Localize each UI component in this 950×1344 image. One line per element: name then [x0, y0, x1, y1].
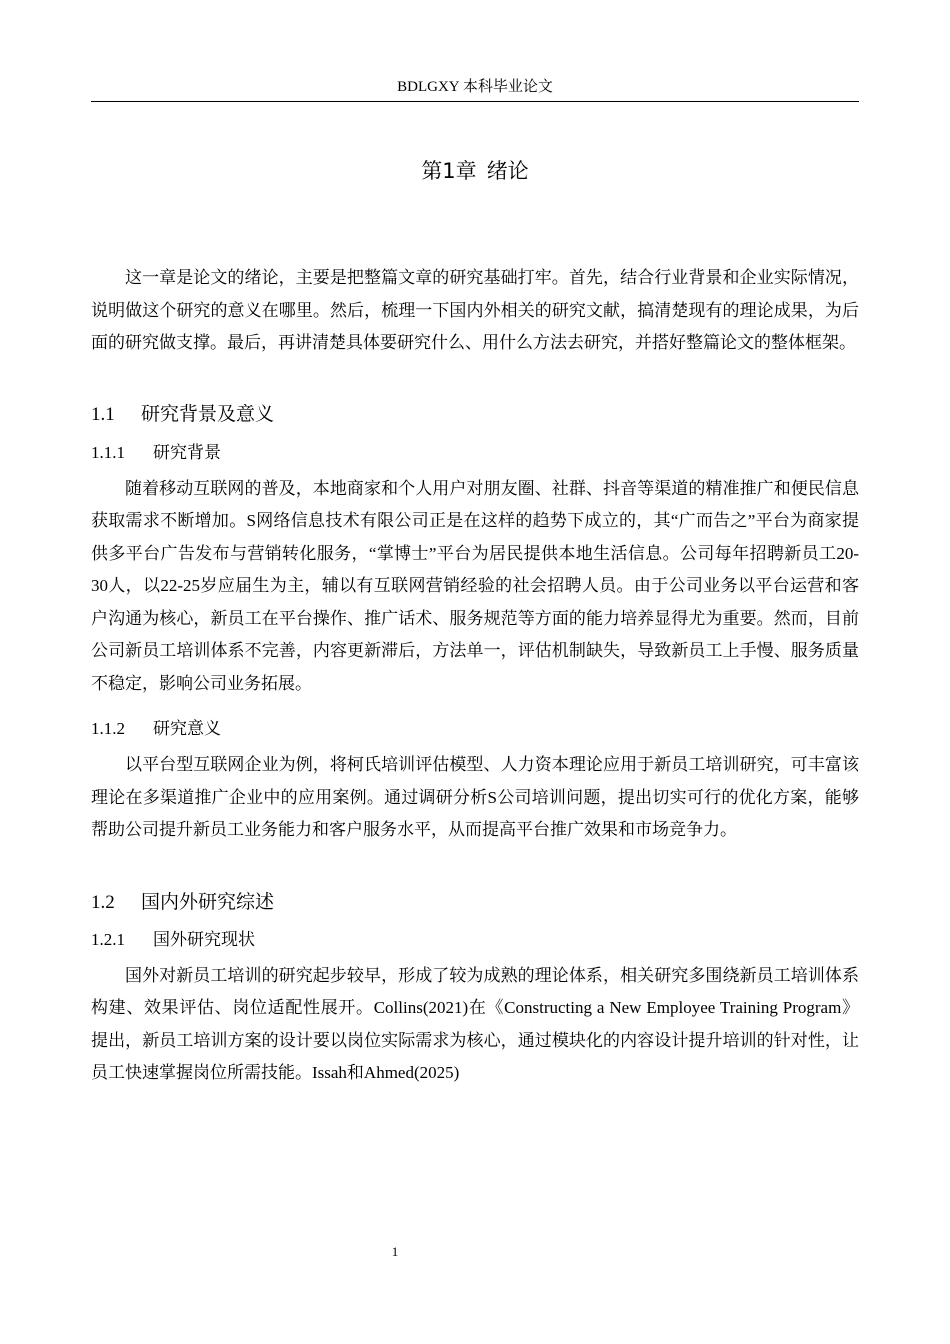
header-rule — [91, 101, 859, 102]
subsection-heading-1-1-1 — [91, 439, 859, 467]
intro-paragraph: 这一章是论文的绪论，主要是把整篇文章的研究基础打牢。首先，结合行业背景和企业实际情况，说明做这个研究的意义在哪里。然后，梳理一下国内外相关的研究文献，搞清楚现有的理论成果，为后面的研究做支撑。最后，再讲清楚具体要研究什么、用什么方法去研究，并搭好整篇论文的整体框架。 — [91, 268, 859, 352]
section-number: 1.1 — [91, 403, 115, 425]
section-heading-1-2 — [91, 887, 859, 918]
chapter-title-text: 绪论 — [486, 159, 529, 183]
subsection-number: 1.1.1 — [91, 442, 125, 462]
subsection-heading-1-1-2 — [91, 715, 859, 743]
section-title: 研究背景及意义 — [141, 402, 275, 425]
paragraph-foreign-research: 国外对新员工培训的研究起步较早，形成了较为成熟的理论体系，相关研究多围绕新员工培训体系构建、效果评估、岗位适配性展开。Collins(2021)在《Constructing a New Employee Training Program》提出，新员工培训方案的设计要以岗位实际需求为核心，通过模块化的内容设计提升培训的针对性，让员工快速掌握岗位所需技能。Issah和Ahmed(2025) — [91, 965, 859, 1082]
section-number: 1.2 — [91, 891, 115, 913]
running-header: BDLGXY 本科毕业论文 — [397, 79, 553, 95]
subsection-title: 研究意义 — [153, 719, 221, 739]
subsection-number: 1.2.1 — [91, 929, 125, 949]
page-body — [91, 150, 859, 1090]
page-number: 1 — [391, 1244, 399, 1259]
subsection-heading-1-2-1 — [91, 926, 859, 954]
section-heading-1-1 — [91, 399, 859, 430]
chapter-title — [91, 150, 859, 186]
paragraph-research-background: 随着移动互联网的普及，本地商家和个人用户对朋友圈、社群、抖音等渠道的精准推广和便民信息获取需求不断增加。S网络信息技术有限公司正是在这样的趋势下成立的，其“广而告之”平台为商家提供多平台广告发布与营销转化服务，“掌博士”平台为居民提供本地生活信息。公司每年招聘新员工20-30人，以22-25岁应届生为主，辅以有互联网营销经验的社会招聘人员。由于公司业务以平台运营和客户沟通为核心，新员工在平台操作、推广话术、服务规范等方面的能力培养显得尤为重要。然而，目前公司新员工培训体系不完善，内容更新滞后，方法单一，评估机制缺失，导致新员工上手慢、服务质量不稳定，影响公司业务拓展。 — [91, 478, 859, 693]
chapter-number: 第1章 — [421, 159, 477, 183]
subsection-title: 研究背景 — [153, 442, 221, 463]
subsection-number: 1.1.2 — [91, 719, 125, 738]
section-title: 国内外研究综述 — [141, 890, 275, 913]
subsection-title: 国外研究现状 — [153, 929, 255, 950]
paragraph-research-significance: 以平台型互联网企业为例，将柯氏培训评估模型、人力资本理论应用于新员工培训研究，可丰富该理论在多渠道推广企业中的应用案例。通过调研分析S公司培训问题，提出切实可行的优化方案，能够帮助公司提升新员工业务能力和客户服务水平，从而提高平台推广效果和市场竞争力。 — [91, 755, 859, 839]
